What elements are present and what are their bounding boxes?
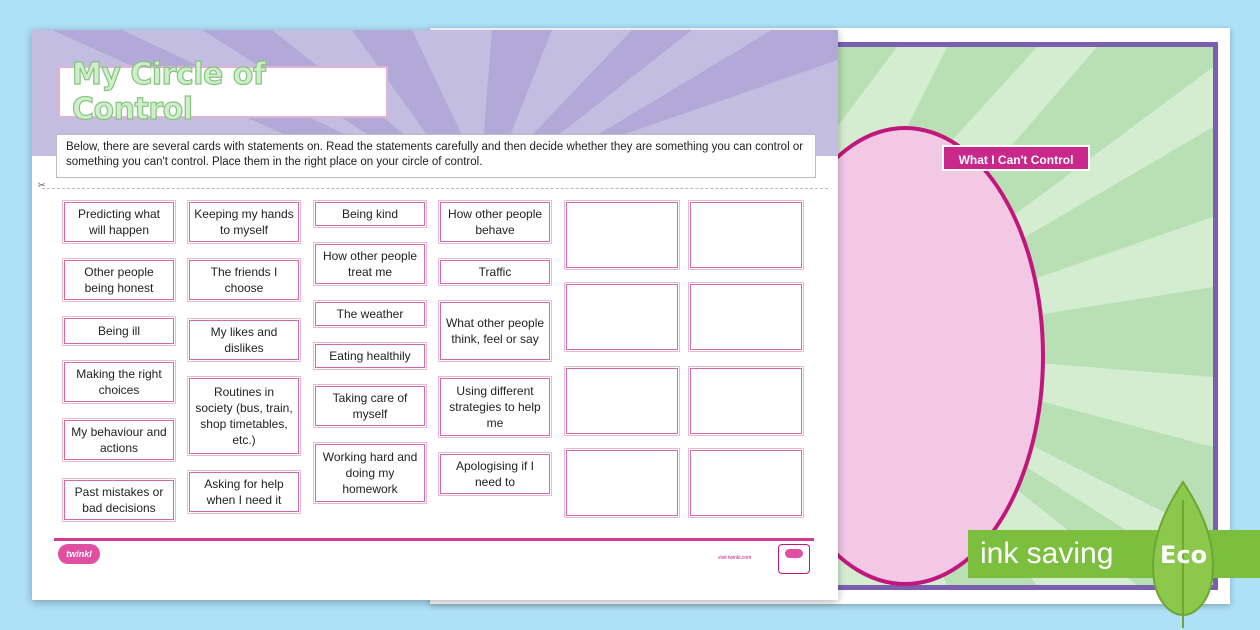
scissors-icon: ✂ bbox=[38, 180, 46, 190]
card[interactable]: Traffic bbox=[440, 260, 550, 284]
blank-card[interactable] bbox=[690, 450, 802, 516]
worksheet bbox=[32, 30, 838, 600]
instructions: Below, there are several cards with statements on. Read the statements carefully and then decide whether they are something you can control or something you can't control. Place them in the right place on your circle of control. bbox=[56, 134, 816, 178]
footer-badge-icon bbox=[778, 544, 810, 574]
card[interactable]: Apologising if I need to bbox=[440, 454, 550, 494]
blank-card[interactable] bbox=[566, 450, 678, 516]
card[interactable]: My behaviour and actions bbox=[64, 420, 174, 460]
card[interactable]: Predicting what will happen bbox=[64, 202, 174, 242]
blank-card[interactable] bbox=[566, 368, 678, 434]
card[interactable]: Eating healthily bbox=[315, 344, 425, 368]
ink-saving-badge bbox=[968, 480, 1260, 630]
card[interactable]: My likes and dislikes bbox=[189, 320, 299, 360]
blank-card[interactable] bbox=[690, 368, 802, 434]
card[interactable]: Keeping my hands to myself bbox=[189, 202, 299, 242]
footer-divider bbox=[54, 538, 814, 541]
card[interactable]: Using different strategies to help me bbox=[440, 378, 550, 436]
card[interactable]: Working hard and doing my homework bbox=[315, 444, 425, 502]
blank-card[interactable] bbox=[690, 202, 802, 268]
card[interactable]: Making the right choices bbox=[64, 362, 174, 402]
eco-label: Eco bbox=[1160, 541, 1208, 569]
card[interactable]: Taking care of myself bbox=[315, 386, 425, 426]
card[interactable]: The friends I choose bbox=[189, 260, 299, 300]
blank-card[interactable] bbox=[566, 202, 678, 268]
ink-saving-label: ink saving bbox=[968, 530, 1260, 578]
card[interactable]: How other people treat me bbox=[315, 244, 425, 284]
footer-url: visit twinkl.com bbox=[718, 555, 752, 561]
card[interactable]: Asking for help when I need it bbox=[189, 472, 299, 512]
card[interactable]: Other people being honest bbox=[64, 260, 174, 300]
card[interactable]: Past mistakes or bad decisions bbox=[64, 480, 174, 520]
blank-card[interactable] bbox=[690, 284, 802, 350]
cut-line bbox=[42, 188, 828, 189]
blank-card[interactable] bbox=[566, 284, 678, 350]
card[interactable]: Being ill bbox=[64, 318, 174, 344]
card[interactable]: The weather bbox=[315, 302, 425, 326]
card[interactable]: Routines in society (bus, train, shop timetables, etc.) bbox=[189, 378, 299, 454]
cant-control-label: What I Can't Control bbox=[942, 145, 1090, 171]
card[interactable]: How other people behave bbox=[440, 202, 550, 242]
page-title: My Circle of Control bbox=[72, 57, 266, 127]
card[interactable]: Being kind bbox=[315, 202, 425, 226]
twinkl-logo: twinkl bbox=[58, 544, 100, 564]
title-box bbox=[58, 57, 388, 127]
card[interactable]: What other people think, feel or say bbox=[440, 302, 550, 360]
